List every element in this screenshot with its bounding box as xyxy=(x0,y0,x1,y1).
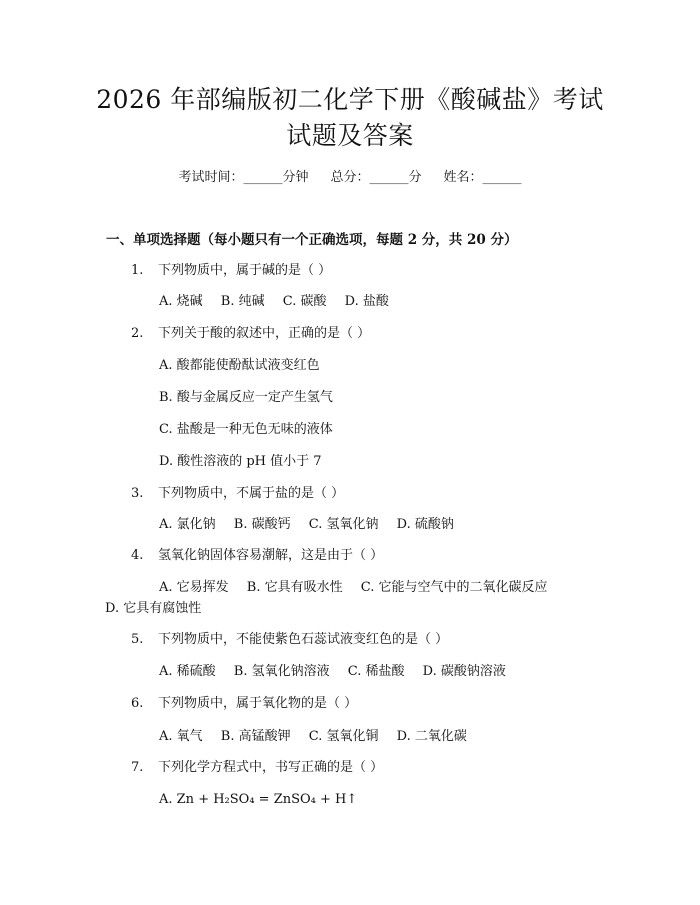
question-6-options xyxy=(159,727,481,747)
question-stem: 下列关于酸的叙述中，正确的是（ ） xyxy=(158,326,371,341)
option: D. 它具有腐蚀性 xyxy=(105,601,202,616)
question-number: 5. xyxy=(131,632,144,647)
option: C. 氢氧化钠 xyxy=(308,517,379,532)
question-1-options xyxy=(159,292,403,312)
question-2 xyxy=(131,324,370,344)
section-heading: 一、单项选择题（每小题只有一个正确选项，每题 2 分，共 20 分） xyxy=(106,232,518,248)
question-3-options xyxy=(159,515,468,535)
option: A. 氧气 xyxy=(159,729,203,744)
exam-score: 总分：______分 xyxy=(330,170,422,185)
option: A. 烧碱 xyxy=(159,294,203,309)
exam-meta xyxy=(0,168,700,188)
option: C. 氢氧化铜 xyxy=(308,729,379,744)
option: C. 稀盐酸 xyxy=(347,664,405,679)
question-3 xyxy=(131,484,344,504)
option: B. 高锰酸钾 xyxy=(220,729,291,744)
document-title-line-2: 试题及答案 xyxy=(286,121,414,150)
question-number: 2. xyxy=(131,326,144,341)
question-number: 1. xyxy=(131,263,144,278)
option: C. 它能与空气中的二氧化碳反应 xyxy=(360,580,548,595)
option: B. 酸与金属反应一定产生氢气 xyxy=(159,390,333,405)
option: A. 它易挥发 xyxy=(159,580,229,595)
option: B. 碳酸钙 xyxy=(233,517,291,532)
question-number: 6. xyxy=(131,696,144,711)
option: A. Zn + H₂SO₄ = ZnSO₄ + H↑ xyxy=(159,792,358,807)
option: A. 酸都能使酚酞试液变红色 xyxy=(159,358,320,373)
question-number: 4. xyxy=(131,548,144,563)
question-6 xyxy=(131,694,357,714)
question-stem: 下列物质中，属于碱的是（ ） xyxy=(158,263,332,278)
option: A. 稀硫酸 xyxy=(159,664,216,679)
question-4-options xyxy=(159,578,562,598)
option: B. 它具有吸水性 xyxy=(246,580,343,595)
exam-time: 考试时间：______分钟 xyxy=(178,170,309,185)
option: B. 氢氧化钠溶液 xyxy=(233,664,330,679)
option: D. 二氧化碳 xyxy=(396,729,467,744)
question-number: 3. xyxy=(131,486,144,501)
question-stem: 氢氧化钠固体容易潮解，这是由于（ ） xyxy=(158,548,384,563)
question-stem: 下列物质中，属于氧化物的是（ ） xyxy=(158,696,358,711)
question-4 xyxy=(131,546,383,566)
option: A. 氯化钠 xyxy=(159,517,216,532)
option: C. 碳酸 xyxy=(282,294,327,309)
option: D. 碳酸钠溶液 xyxy=(422,664,506,679)
question-stem: 下列化学方程式中，书写正确的是（ ） xyxy=(158,760,384,775)
option: D. 盐酸 xyxy=(344,294,389,309)
option: B. 纯碱 xyxy=(220,294,265,309)
question-stem: 下列物质中，不能使紫色石蕊试液变红色的是（ ） xyxy=(158,632,449,647)
question-5-options xyxy=(159,662,520,682)
question-stem: 下列物质中，不属于盐的是（ ） xyxy=(158,486,345,501)
option: D. 硫酸钠 xyxy=(396,517,454,532)
question-5 xyxy=(131,630,448,650)
document-title-line-1: 2026 年部编版初二化学下册《酸碱盐》考试 xyxy=(96,85,604,114)
question-7 xyxy=(131,758,383,778)
option: D. 酸性溶液的 pH 值小于 7 xyxy=(159,454,322,469)
question-number: 7. xyxy=(131,760,144,775)
option: C. 盐酸是一种无色无味的液体 xyxy=(159,422,333,437)
question-1 xyxy=(131,261,331,281)
exam-name: 姓名：______ xyxy=(443,170,522,185)
